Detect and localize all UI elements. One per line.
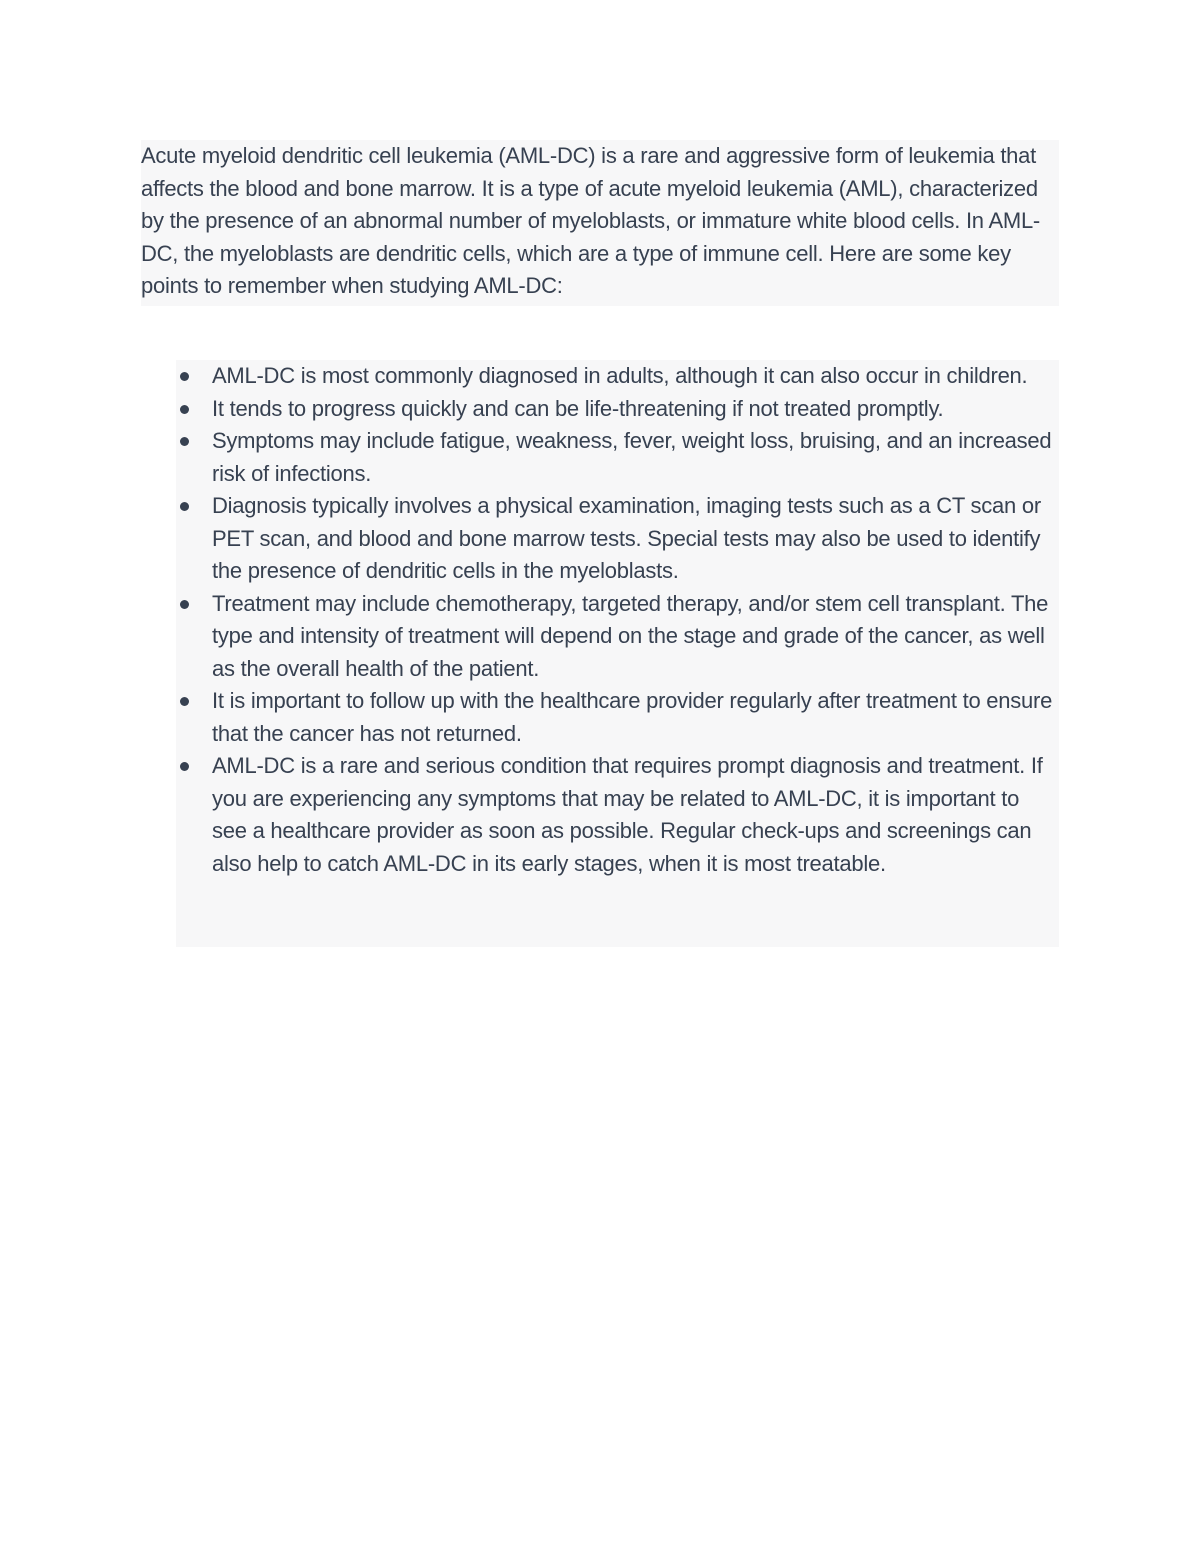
list-item [176, 750, 1059, 880]
bullet-icon [180, 372, 189, 381]
bullet-icon [180, 502, 189, 511]
list-item [176, 425, 1059, 490]
bullet-icon [180, 437, 189, 446]
bullet-icon [180, 600, 189, 609]
list-item [176, 685, 1059, 750]
list-item-text: AML-DC is most commonly diagnosed in adults, although it can also occur in children. [212, 363, 1028, 388]
list-item-text: It tends to progress quickly and can be life-threatening if not treated promptly. [212, 395, 944, 421]
bullet-icon [180, 762, 189, 771]
list-item-text: It is important to follow up with the healthcare provider regularly after treatment to ensure that the cancer has not returned. [212, 688, 1053, 746]
list-item [176, 490, 1059, 588]
list-item-text: AML-DC is a rare and serious condition that requires prompt diagnosis and treatment. If you are experiencing any symptoms that may be related to AML-DC, it is important to see a healthcare provider as soon as possible. Regular check-ups and screenings can also help to catch AML-DC in its early stages, when it is most treatable. [212, 753, 1043, 876]
intro-paragraph-block [141, 140, 1059, 306]
list-item-text: Diagnosis typically involves a physical examination, imaging tests such as a CT scan or PET scan, and blood and bone marrow tests. Special tests may also be used to identify the presence of dendritic cells in the myeloblasts. [212, 493, 1041, 583]
intro-paragraph: Acute myeloid dendritic cell leukemia (AML-DC) is a rare and aggressive form of leukemia that affects the blood and bone marrow. It is a type of acute myeloid leukemia (AML), characterized by the presence of an abnormal number of myeloblasts, or immature white blood cells. In AML-DC, the myeloblasts are dendritic cells, which are a type of immune cell. Here are some key points to remember when studying AML-DC: [141, 143, 1041, 298]
key-points-block [176, 360, 1059, 947]
list-item-text: Treatment may include chemotherapy, targeted therapy, and/or stem cell transplant. The type and intensity of treatment will depend on the stage and grade of the cancer, as well as the overall health of the patient. [212, 590, 1049, 681]
list-item [176, 360, 1059, 393]
bullet-icon [180, 405, 189, 414]
list-item-text: Symptoms may include fatigue, weakness, fever, weight loss, bruising, and an increased risk of infections. [212, 428, 1052, 486]
list-item [176, 588, 1059, 686]
bullet-icon [180, 697, 189, 706]
list-item [176, 393, 1059, 426]
key-points-list [176, 360, 1059, 880]
